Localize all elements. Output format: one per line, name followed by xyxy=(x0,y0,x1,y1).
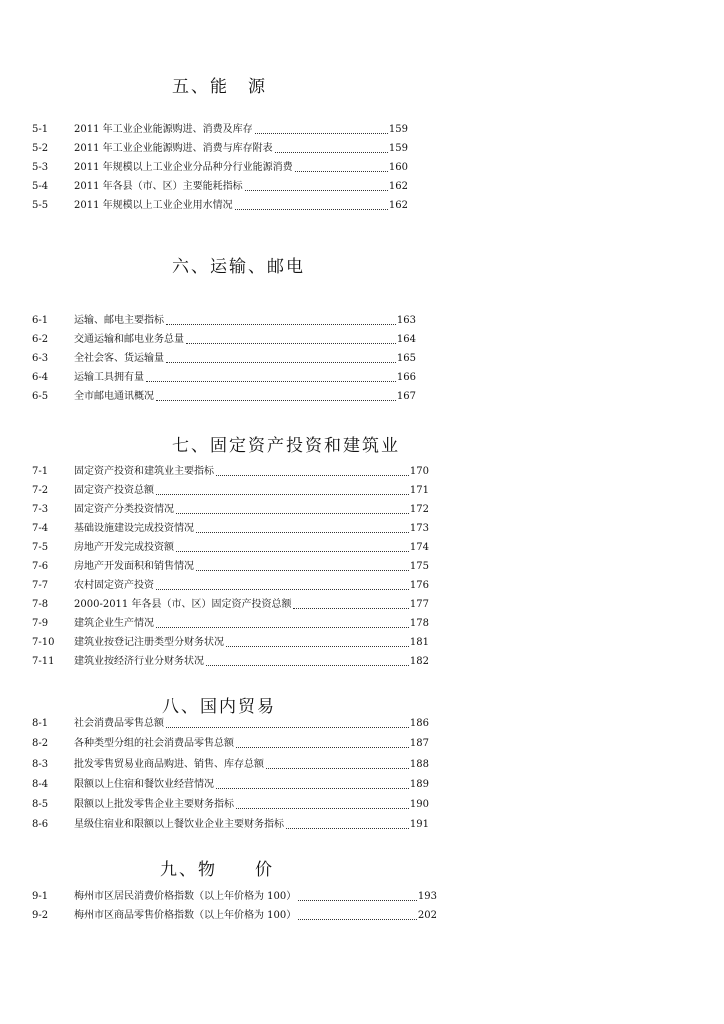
toc-entry[interactable] xyxy=(32,775,429,791)
entry-title: 各种类型分组的社会消费品零售总额 xyxy=(74,738,234,749)
entry-page: 163 xyxy=(396,315,416,326)
entry-page: 191 xyxy=(409,819,429,830)
dot-leader xyxy=(298,919,417,920)
dot-leader xyxy=(255,133,388,134)
toc-entry[interactable] xyxy=(32,462,429,478)
entry-number: 7-8 xyxy=(32,599,49,610)
toc-entry[interactable] xyxy=(32,557,429,573)
toc-entry[interactable] xyxy=(32,519,429,535)
entry-page: 162 xyxy=(388,181,408,192)
toc-entry[interactable] xyxy=(32,177,408,193)
entry-number: 7-9 xyxy=(32,618,49,629)
section-heading-investment: 七、固定资产投资和建筑业 xyxy=(172,436,400,456)
entry-number: 6-4 xyxy=(32,372,49,383)
entry-page: 159 xyxy=(388,143,408,154)
dot-leader xyxy=(196,532,409,533)
dot-leader xyxy=(156,400,396,401)
entry-title: 限额以上批发零售企业主要财务指标 xyxy=(74,799,234,810)
entry-page: 178 xyxy=(409,618,429,629)
entry-page: 173 xyxy=(409,523,429,534)
entry-title: 农村固定资产投资 xyxy=(74,580,154,591)
entry-number: 6-1 xyxy=(32,315,49,326)
entry-page: 165 xyxy=(396,353,416,364)
toc-entry[interactable] xyxy=(32,139,408,155)
dot-leader xyxy=(293,608,408,609)
dot-leader xyxy=(166,727,409,728)
dot-leader xyxy=(186,343,396,344)
entry-number: 7-1 xyxy=(32,466,49,477)
toc-entry[interactable] xyxy=(32,368,416,384)
entry-page: 202 xyxy=(417,910,437,921)
toc-entry[interactable] xyxy=(32,714,429,730)
entry-page: 164 xyxy=(396,334,416,345)
toc-entry[interactable] xyxy=(32,538,429,554)
entry-number: 7-6 xyxy=(32,561,49,572)
entry-title: 社会消费品零售总额 xyxy=(74,718,164,729)
toc-entry[interactable] xyxy=(32,755,429,771)
entry-page: 159 xyxy=(388,124,408,135)
toc-entry[interactable] xyxy=(32,887,437,903)
entry-number: 7-4 xyxy=(32,523,49,534)
toc-entry[interactable] xyxy=(32,595,429,611)
entry-number: 6-3 xyxy=(32,353,49,364)
section-heading-transport: 六、运输、邮电 xyxy=(172,257,305,277)
entry-title: 房地产开发完成投资额 xyxy=(74,542,174,553)
entry-title: 固定资产投资总额 xyxy=(74,485,154,496)
entry-page: 186 xyxy=(409,718,429,729)
dot-leader xyxy=(226,646,409,647)
entry-title: 2011 年工业企业能源购进、消费及库存 xyxy=(74,124,253,135)
entry-page: 172 xyxy=(409,504,429,515)
entry-number: 5-3 xyxy=(32,162,49,173)
toc-entry[interactable] xyxy=(32,311,416,327)
toc-entry[interactable] xyxy=(32,734,429,750)
entry-page: 189 xyxy=(409,779,429,790)
toc-entry[interactable] xyxy=(32,500,429,516)
entry-title: 2011 年规模以上工业企业分品种分行业能源消费 xyxy=(74,162,293,173)
dot-leader xyxy=(166,362,396,363)
dot-leader xyxy=(275,152,388,153)
entry-title: 运输工具拥有量 xyxy=(74,372,144,383)
entry-number: 7-7 xyxy=(32,580,49,591)
dot-leader xyxy=(216,788,409,789)
dot-leader xyxy=(295,171,388,172)
entry-title: 星级住宿业和限额以上餐饮业企业主要财务指标 xyxy=(74,819,284,830)
entry-title: 基础设施建设完成投资情况 xyxy=(74,523,194,534)
dot-leader xyxy=(156,494,409,495)
entry-page: 182 xyxy=(409,656,429,667)
dot-leader xyxy=(236,808,409,809)
entry-number: 8-2 xyxy=(32,738,49,749)
dot-leader xyxy=(176,513,409,514)
entry-title: 限额以上住宿和餐饮业经营情况 xyxy=(74,779,214,790)
entry-title: 房地产开发面积和销售情况 xyxy=(74,561,194,572)
entry-number: 7-3 xyxy=(32,504,49,515)
toc-entry[interactable] xyxy=(32,349,416,365)
entry-number: 7-11 xyxy=(32,656,55,667)
entry-number: 6-5 xyxy=(32,391,49,402)
dot-leader xyxy=(166,324,396,325)
entry-number: 8-1 xyxy=(32,718,49,729)
entry-title: 2000-2011 年各县（市、区）固定资产投资总额 xyxy=(74,599,292,610)
entry-title: 建筑业按登记注册类型分财务状况 xyxy=(74,637,224,648)
toc-entry[interactable] xyxy=(32,158,408,174)
entry-number: 8-4 xyxy=(32,779,49,790)
entry-page: 162 xyxy=(388,200,408,211)
entry-page: 190 xyxy=(409,799,429,810)
entry-title: 梅州市区商品零售价格指数（以上年价格为 100） xyxy=(74,910,297,921)
entry-title: 2011 年工业企业能源购进、消费与库存附表 xyxy=(74,143,273,154)
entry-number: 6-2 xyxy=(32,334,49,345)
dot-leader xyxy=(298,900,417,901)
entry-page: 171 xyxy=(409,485,429,496)
toc-entry[interactable] xyxy=(32,576,429,592)
toc-entry[interactable] xyxy=(32,196,408,212)
entry-page: 167 xyxy=(396,391,416,402)
entry-title: 建筑企业生产情况 xyxy=(74,618,154,629)
toc-entry[interactable] xyxy=(32,815,429,831)
entry-page: 175 xyxy=(409,561,429,572)
entry-number: 8-6 xyxy=(32,819,49,830)
toc-entry[interactable] xyxy=(32,120,408,136)
entry-title: 运输、邮电主要指标 xyxy=(74,315,164,326)
toc-entry[interactable] xyxy=(32,633,429,649)
entry-title: 建筑业按经济行业分财务状况 xyxy=(74,656,204,667)
dot-leader xyxy=(206,665,409,666)
toc-entry[interactable] xyxy=(32,906,437,922)
entry-number: 8-5 xyxy=(32,799,49,810)
toc-entry[interactable] xyxy=(32,795,429,811)
entry-title: 固定资产分类投资情况 xyxy=(74,504,174,515)
entry-number: 5-1 xyxy=(32,124,49,135)
entry-title: 2011 年规模以上工业企业用水情况 xyxy=(74,200,233,211)
dot-leader xyxy=(266,768,409,769)
entry-title: 批发零售贸易业商品购进、销售、库存总额 xyxy=(74,759,264,770)
entry-number: 8-3 xyxy=(32,759,49,770)
entry-number: 9-1 xyxy=(32,891,49,902)
entry-title: 交通运输和邮电业务总量 xyxy=(74,334,184,345)
entry-page: 170 xyxy=(409,466,429,477)
entry-number: 7-2 xyxy=(32,485,49,496)
entry-page: 174 xyxy=(409,542,429,553)
entry-page: 176 xyxy=(409,580,429,591)
entry-title: 2011 年各县（市、区）主要能耗指标 xyxy=(74,181,243,192)
dot-leader xyxy=(176,551,409,552)
toc-entry[interactable] xyxy=(32,330,416,346)
section-heading-energy: 五、能 源 xyxy=(172,77,267,97)
toc-entry[interactable] xyxy=(32,387,416,403)
dot-leader xyxy=(216,475,409,476)
entry-title: 全市邮电通讯概况 xyxy=(74,391,154,402)
dot-leader xyxy=(156,627,409,628)
dot-leader xyxy=(156,589,409,590)
entry-title: 全社会客、货运输量 xyxy=(74,353,164,364)
entry-number: 5-4 xyxy=(32,181,49,192)
entry-number: 7-10 xyxy=(32,637,55,648)
entry-title: 固定资产投资和建筑业主要指标 xyxy=(74,466,214,477)
dot-leader xyxy=(196,570,409,571)
entry-page: 188 xyxy=(409,759,429,770)
entry-number: 7-5 xyxy=(32,542,49,553)
entry-page: 177 xyxy=(409,599,429,610)
dot-leader xyxy=(146,381,396,382)
dot-leader xyxy=(235,209,388,210)
entry-page: 187 xyxy=(409,738,429,749)
entry-number: 5-5 xyxy=(32,200,49,211)
entry-number: 5-2 xyxy=(32,143,49,154)
entry-page: 160 xyxy=(388,162,408,173)
section-heading-prices: 九、物 价 xyxy=(160,860,274,880)
toc-entry[interactable] xyxy=(32,652,429,668)
dot-leader xyxy=(286,828,409,829)
entry-page: 193 xyxy=(417,891,437,902)
dot-leader xyxy=(236,747,409,748)
entry-page: 181 xyxy=(409,637,429,648)
entry-number: 9-2 xyxy=(32,910,49,921)
toc-entry[interactable] xyxy=(32,614,429,630)
entry-title: 梅州市区居民消费价格指数（以上年价格为 100） xyxy=(74,891,297,902)
toc-entry[interactable] xyxy=(32,481,429,497)
dot-leader xyxy=(245,190,388,191)
section-heading-trade: 八、国内贸易 xyxy=(162,697,276,717)
entry-page: 166 xyxy=(396,372,416,383)
